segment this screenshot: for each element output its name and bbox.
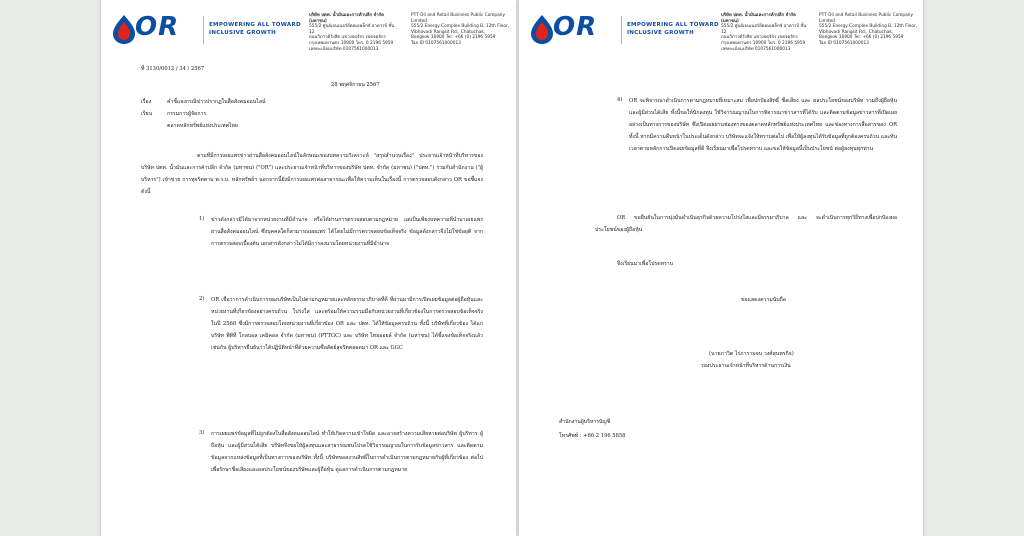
or-drop-icon [111,14,137,44]
address-th-line: ถนนวิภาวดีรังสิต แขวงจตุจักร เขตจตุจักร [309,35,386,41]
letterhead [529,12,918,52]
item-line: การเผยแพร่ข้อมูลที่ไม่ถูกต้องในสื่อสังคมออนไลน์ ทำให้เกิดความเข้าใจผิด [211,431,376,437]
item-3-text [211,428,483,476]
intro-line: การตรวจสอบดังกล่าว OR ขอชี้แจงดังนี้ [141,177,483,195]
address-english [411,13,511,47]
tagline-line-2: INCLUSIVE GROWTH [209,30,277,36]
address-en-line: Bangkok 10900 Tel. +66 (0) 2196 5959 [411,35,496,41]
header-divider [203,16,204,44]
closing-paragraph [595,212,897,236]
address-en-line: Tax ID 0107561000013 [819,40,869,46]
tagline [627,21,719,37]
address-th-line: กรุงเทพมหานคร 10900 โทร. 0 2196 5959 [721,40,806,46]
address-en-line: PTT Oil and Retail Business Public Company Limited [819,13,914,24]
intro-line: และประธานเจ้าหน้าที่บริหารของบริษัท ปตท. จำกัด (มหาชน) ("ปตท.") ร่วมกับสำนักงาน ("ผู้บริหาร") เข้าข่าย [141,165,483,183]
intro-line: "สรุปสำนวนเรื่อง" ประธานเจ้าหน้าที่บริหารของบริษัท ปตท. น้ำมันและการค้าปลีก จำกัด (มหาชน) ("OR") [141,153,483,171]
item-number: 2) [199,296,205,302]
address-thai [309,13,397,52]
item-number: 3) [199,430,205,436]
item-line: ต่อไป เพื่อรักษาชื่อเสียงและผลประโยชน์ของบริษัทและผู้ถือหุ้น [211,455,483,473]
item-line: OR เชื่อว่าการดำเนินการของบริษัทเป็นไปตามกฎหมายและหลักธรรมาภิบาลที่ดี [211,297,388,303]
address-th-line: บริษัท ปตท. น้ำมันและการค้าปลีก จำกัด (มหาชน) [309,13,384,24]
letterhead [111,12,510,52]
item-line: โปร่งใส และพร้อมให้ความร่วมมือกับหน่วยงานที่เกี่ยวข้องในการตรวจสอบข้อเท็จจริง [292,309,484,315]
logo-wordmark: OR [553,12,598,42]
intro-paragraph [141,150,483,198]
item-line: และช่องทางการสื่อสารของ OR ทั้งนี้ หากมีความคืบหน้าในประเด็นดังกล่าว [629,122,897,140]
tagline [209,21,301,37]
item-line: อย่างเป็นทางการของบริษัท ซึ่งเปิดเผยผ่านช่องทางของตลาดหลักทรัพย์แห่งประเทศไทย [629,122,823,128]
to-line-2: ตลาดหลักทรัพย์แห่งประเทศไทย [167,123,238,129]
header-divider [621,16,622,44]
item-line: ใช้วิจารณญาณในการพิจารณาข่าวสารที่ได้รับ และติดตามข้อมูลข่าวสารที่เปิดเผย [714,110,897,116]
item-line: แต่เป็นเพียงบทความที่นำมาเผยแพร่ผ่านสื่อสังคมออนไลน์ ซึ่งบุคคลใดก็สามารถเผยแพร่ [211,217,483,235]
or-logo [529,14,619,46]
address-en-line: Vibhavadi Rangsit Rd., Chatuchak, [411,29,486,35]
tagline-line-2: INCLUSIVE GROWTH [627,30,695,36]
item-line: ดูแลการดำเนินการตามกฎหมาย [335,467,408,473]
address-th-line: 555/2 ศูนย์เอนเนอร์ยี่คอมเพล็กซ์ อาคารบี ชั้น 12 [721,24,807,35]
letter-date: 28 พฤศจิกายน 2567 [331,82,380,88]
logo-wordmark: OR [135,12,180,42]
address-thai [721,13,809,52]
item-line: ผู้บริหารยืนยันว่าได้ปฏิบัติหน้าที่ด้วยความซื่อสัตย์สุจริตตลอดมา [228,345,369,351]
letter-page-1 [101,0,516,536]
item-line: ข่าวดังกล่าวมิได้มาจากหน่วยงานที่มีอำนาจ หรือได้ผ่านการตรวจสอบตามกฎหมาย [211,217,398,223]
to-line-1: กรรมการผู้จัดการ [167,111,207,117]
address-th-line: ถนนวิภาวดีรังสิต แขวงจตุจักร เขตจตุจักร [721,35,798,41]
intro-line: ตามที่มีการเผยแพร่ข่าวผ่านสื่อสังคมออนไลน์ในลักษณะของบทความวิเคราะห์ [197,153,369,159]
or-logo [111,14,201,46]
address-en-line: 555/2 Energy Complex Building B, 12th Floor, [819,24,918,30]
item-line: บริษัทจะแจ้งให้ทราบต่อไป เพื่อให้ผู้ลงทุนได้รับข้อมูลที่ถูกต้องครบถ้วน [725,134,880,140]
item-line: และ บริษัท ไทยออยล์ จำกัด (มหาชน) ได้ชี้แจงข้อเท็จจริงแล้วเช่นกัน [211,333,484,351]
address-th-line: 555/2 ศูนย์เอนเนอร์ยี่คอมเพล็กซ์ อาคารบี ชั้น 12 [309,24,395,35]
item-1-text [211,214,483,250]
item-line: OR จะพิจารณาดำเนินการตามกฎหมายที่เหมาะสม เพื่อปกป้องสิทธิ์ ชื่อเสียง และ [629,98,811,104]
item-line: ที่ผ่านมามีการเปิดเผยข้อมูลต่อผู้ถือหุ้นและหน่วยงานที่เกี่ยวข้องอย่างครบถ้วน [211,297,484,315]
closing-line: จะดำเนินการทุกวิถีทางเพื่อปกป้องผลประโยชน์ของผู้ถือหุ้น [595,215,898,233]
closing-text: จึงเรียนมาเพื่อโปรดทราบ [617,261,674,267]
tagline-line-1: EMPOWERING ALL TOWARD [209,22,301,28]
address-th-line: เลขทะเบียนบริษัท 0107561000013 [309,46,379,52]
item-line: ทั้งนี้ บริษัทขอสงวนสิทธิ์ในการดำเนินการตามกฎหมายกับผู้ที่เกี่ยวข้อง [313,455,469,461]
item-line: ต่อผู้ลงทุนทุกท่าน [834,146,874,152]
reference-number: ที่ 3130/0012 / 34 / 2567 [141,66,205,72]
address-en-line: Vibhavadi Rangsit Rd., Chatuchak, [819,29,894,35]
item-4-text [629,95,897,155]
closing-line: OR ขอยืนยันในการมุ่งมั่นดำเนินธุรกิจด้วยความโปร่งใสและมีธรรมาภิบาล และ [617,215,807,221]
letter-page-2 [519,0,923,536]
address-th-line: บริษัท ปตท. น้ำมันและการค้าปลีก จำกัด (มหาชน) [721,13,796,24]
item-line: ได้โดยไม่มีการตรวจสอบข้อเท็จจริง ข้อมูลดังกล่าวจึงไม่ใช่ข้อยุติ จากการตรวจสอบเบื้องต้น [211,229,483,247]
item-line: เอกสารดังกล่าวไม่ได้มีการลงนามโดยหน่วยงานที่มีอำนาจ [260,241,390,247]
item-line: ในปี 2566 ซึ่งมีการตรวจสอบโดยหน่วยงานที่เกี่ยวข้อง OR และ ปตท. ได้ให้ข้อมูลครบถ้วน [211,321,417,327]
item-number: 4) [617,97,623,103]
address-en-line: Tax ID 0107561000013 [411,40,461,46]
tagline-line-1: EMPOWERING ALL TOWARD [627,22,719,28]
address-english [819,13,919,47]
intro-line: การทุจริตตาม พ.ร.บ. หลักทรัพย์ฯ นอกจากนี้ยังมีการเผยแพร่ต่อสาธารณะเพื่อให้ความเห็นในเรื่องนี้ [182,177,402,183]
to-label: เรียน [141,111,153,117]
regards-text: ขอแสดงความนับถือ [741,297,786,303]
department: สำนักงานผู้บริหารบัญชี [559,419,611,425]
item-line: และอาจสร้างความเสียหายต่อบริษัท ผู้บริหาร ผู้ถือหุ้น และผู้มีส่วนได้เสีย [211,431,483,449]
address-en-line: PTT Oil and Retail Business Public Company Limited [411,13,506,24]
address-en-line: 555/2 Energy Complex Building B, 12th Floor, [411,24,510,30]
phone-number: โทรศัพท์ : +66 2 196 5858 [559,433,626,439]
item-number: 1) [199,216,205,222]
item-line: บริษัทจึงขอให้ผู้ลงทุนและสาธารณชนโปรดใช้วิจารณญาณในการรับข้อมูลข่าวสาร [271,443,454,449]
subject-text: คำชี้แจงกรณีข่าวปรากฏในสื่อสังคมออนไลน์ [167,99,266,105]
or-drop-icon [529,14,555,44]
item-line: และติดตามข้อมูลจากแหล่งข้อมูลที่เป็นทางการของบริษัท [211,443,483,461]
address-en-line: Bangkok 10900 Tel. +66 (0) 2196 5959 [819,35,904,41]
item-line: และทันเวลาตามหลักการเปิดเผยข้อมูลที่ดี [629,134,898,152]
subject-label: เรื่อง [141,99,152,105]
item-2-text [211,294,483,354]
item-line: ทั้งนี้ บริษัทที่เกี่ยวข้อง ได้แก่ บริษัท พีทีที โกลบอล เคมิคอล จำกัด (มหาชน) (PTTGC) [211,321,483,339]
address-th-line: กรุงเทพมหานคร 10900 โทร. 0 2196 5959 [309,40,394,46]
address-th-line: เลขทะเบียนบริษัท 0107561000013 [721,46,791,52]
item-line: จึงเรียนมาเพื่อโปรดทราบ และขอให้ข้อมูลนี้เป็นประโยชน์ [706,146,833,152]
item-line: OR และ GGC [369,345,403,351]
signer-title: รองประธานเจ้าหน้าที่บริหารด้านการเงิน [701,363,791,369]
item-line: ผลประโยชน์ของบริษัท รวมถึงผู้ถือหุ้นและผู้มีส่วนได้เสีย ทั้งนี้ขอให้นักลงทุน [629,98,898,116]
signer-name: (นายภาวิต ไร่ภารามจน วงศ์สุนทรกิจ) [709,351,794,357]
